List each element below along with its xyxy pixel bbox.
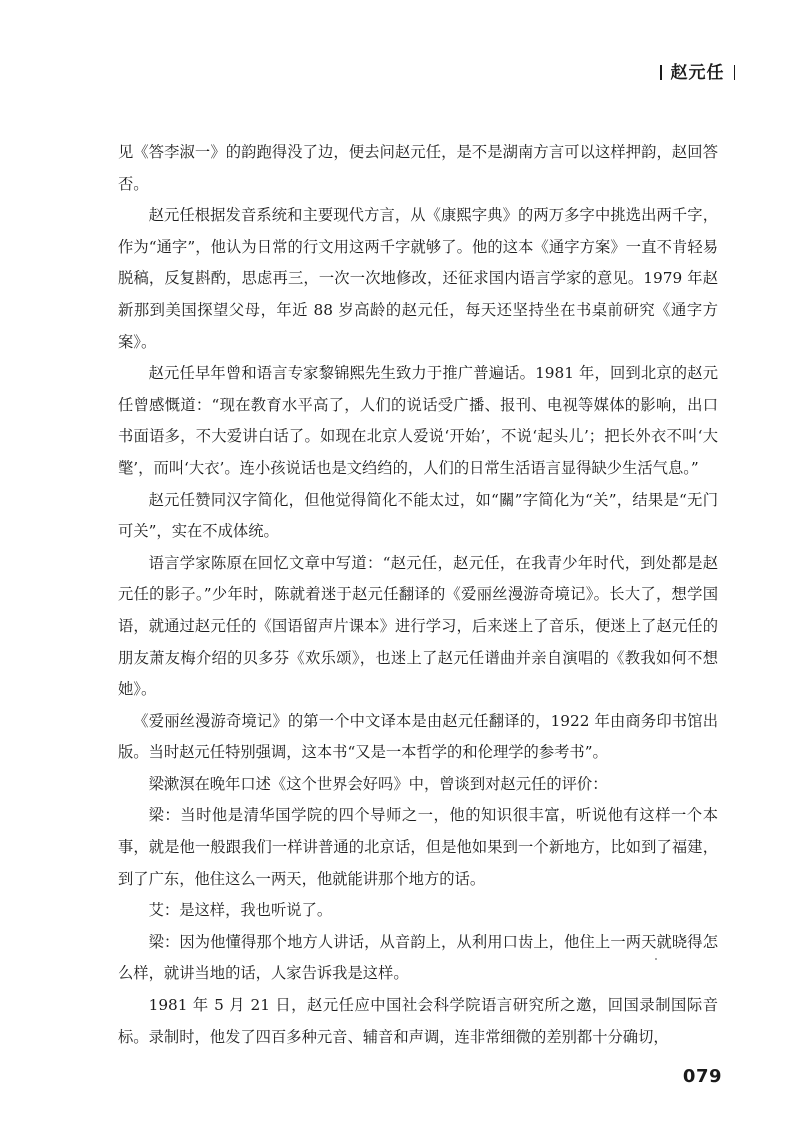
dialogue-paragraph: 梁：因为他懂得那个地方人讲话，从音韵上，从利用口齿上，他住上一两天就晓得怎么样，就讲当地的话，人家告诉我是这样。: [118, 932, 718, 983]
paragraph: 赵元任根据发音系统和主要现代方言，从《康熙字典》的两万多字中挑选出两千字，作为“通字”，他认为日常的行文用这两千字就够了。他的这本《通字方案》一直不肯轻易脱稿，反复斟酌，思虑再三，一次一次地修改，还征求国内语言学家的意见。1979 年赵新那到美国探望父母，年近 88 岁高龄的赵元任，每天还坚持坐在书桌前研究《通字方案》。: [118, 206, 718, 351]
paragraph: 赵元任赞同汉字简化，但他觉得简化不能太过，如“關”字简化为“关”，结果是“无门可关”，实在不成体统。: [118, 490, 718, 541]
paragraph-continuation: 见《答李淑一》的韵跑得没了边，便去问赵元任，是不是湖南方言可以这样押韵，赵回答否。: [118, 143, 718, 193]
page-number: 079: [682, 1066, 722, 1087]
running-head-left-rule: [660, 65, 662, 80]
paragraph: 1981 年 5 月 21 日，赵元任应中国社会科学院语言研究所之邀，回国录制国际音标。录制时，他发了四百多种元音、辅音和声调，连非常细微的差别都十分确切，: [118, 996, 718, 1046]
running-head: [651, 58, 744, 83]
paragraph: 赵元任早年曾和语言专家黎锦熙先生致力于推广普遍话。1981 年，回到北京的赵元任曾感慨道：“现在教育水平高了，人们的说话受广播、报刊、电视等媒体的影响，出口书面语多，不大爱讲白话了。如现在北京人爱说‘开始’，不说‘起头儿’；把长外衣不叫‘大氅’，而叫‘大衣’。连小孩说话也是文绉绉的，人们的日常生活语言显得缺少生活气息。”: [118, 364, 718, 477]
dialogue-paragraph: 艾：是这样，我也听说了。: [148, 901, 333, 920]
paragraph: 语言学家陈原在回忆文章中写道：“赵元任，赵元任，在我青少年时代，到处都是赵元任的影子。”少年时，陈就着迷于赵元任翻译的《爱丽丝漫游奇境记》。长大了，想学国语，就通过赵元任的《国语留声片课本》进行学习，后来迷上了音乐，便迷上了赵元任的朋友萧友梅介绍的贝多芬《欢乐颂》，也迷上了赵元任谱曲并亲自演唱的《教我如何不想她》。: [118, 553, 718, 699]
scan-speck: [655, 958, 657, 960]
paragraph: 梁漱溟在晚年口述《这个世界会好吗》中，曾谈到对赵元任的评价：: [148, 774, 608, 793]
body-text: [118, 137, 718, 1053]
paragraph: 《爱丽丝漫游奇境记》的第一个中文译本是由赵元任翻译的，1922 年由商务印书馆出版。当时赵元任特别强调，这本书“又是一本哲学的和伦理学的参考书”。: [118, 711, 718, 762]
running-head-title: 赵元任: [670, 63, 725, 83]
running-head-right-rule: [734, 65, 736, 80]
dialogue-paragraph: 梁：当时他是清华国学院的四个导师之一，他的知识很丰富，听说他有这样一个本事，就是他一般跟我们一样讲普通的北京话，但是他如果到一个新地方，比如到了福建，到了广东，他住这么一两天，他就能讲那个地方的话。: [118, 806, 718, 888]
